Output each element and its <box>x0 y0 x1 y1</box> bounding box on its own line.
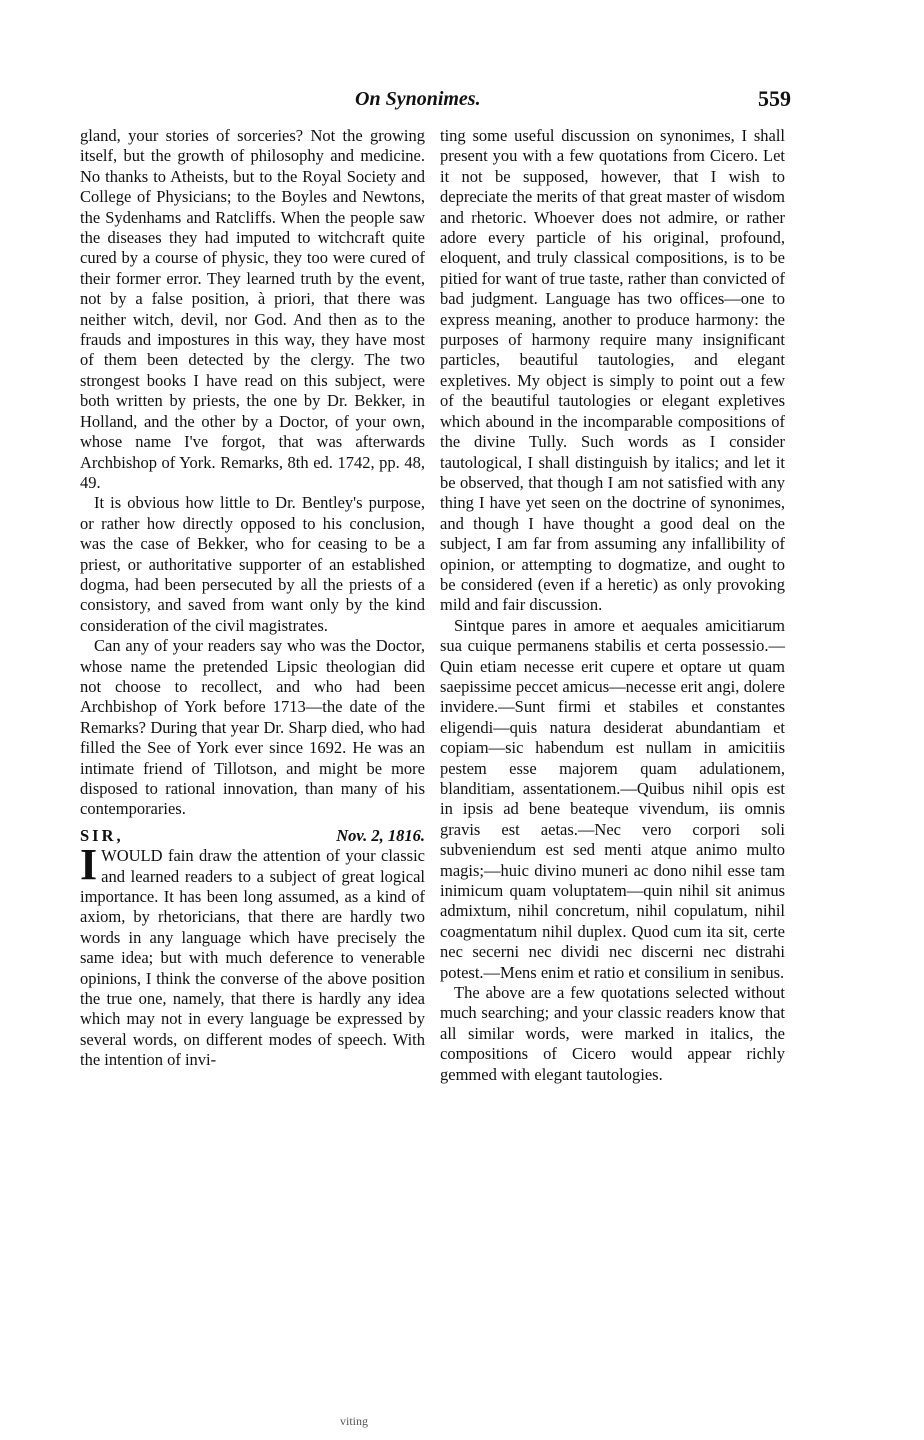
right-paragraph-3: The above are a few quotations selected without much searching; and your classic readers know that all similar words, were marked in italics, the compositions of Cicero would appear richly gemmed with elegant tautologies. <box>440 983 785 1084</box>
right-column <box>440 126 785 1085</box>
drop-cap: I <box>80 840 98 890</box>
letter-salutation: SIR, <box>80 825 124 845</box>
right-paragraph-1: ting some useful discussion on synonimes, I shall present you with a few quotations from Cicero. Let it not be supposed, however, that I wish to depreciate the merits of that great master of wisdom and rhetoric. Whoever does not admire, or rather adore every particle of his original, profound, eloquent, and truly classical compositions, is to be pitied for want of true taste, rather than convicted of bad judgment. Language has two offices—one to express meaning, another to produce harmony: the purposes of harmony require many insignificant particles, beautiful tautologies, and elegant expletives. My object is simply to point out a few of the beautiful tautologies or elegant expletives which abound in the incomparable compositions of the divine Tully. Such words as I consider tautological, I shall distinguish by italics; and let it be observed, that though I am not satisfied with any thing I have yet seen on the doctrine of synonimes, and though I have thought a good deal on the subject, I am far from assuming any infallibility of opinion, or attempting to dogmatize, and ought to be considered (even if a heretic) as only provoking mild and fair discussion. <box>440 126 785 615</box>
left-paragraph-1: gland, your stories of sorceries? Not the growing itself, but the growth of philosophy and medicine. No thanks to Atheists, but to the Royal Society and College of Physicians; to the Boyles and Newtons, the Sydenhams and Ratcliffs. When the people saw the diseases they had imputed to witchcraft quite cured by a course of physic, they too were cured of their former error. They learned truth by the event, not by a false position, à priori, that there was neither witch, devil, nor God. And then as to the frauds and impostures in this way, they have most of them been detected by the clergy. The two strongest books I have read on this subject, were both written by priests, the one by Dr. Bekker, in Holland, and the other by a Doctor, of your own, whose name I've forgot, that was afterwards Archbishop of York. Remarks, 8th ed. 1742, pp. 48, 49. <box>80 126 425 492</box>
running-title: On Synonimes. <box>355 88 481 110</box>
catchword: viting <box>340 1414 369 1428</box>
left-paragraph-4 <box>80 840 425 1070</box>
right-paragraph-2: Sintque pares in amore et aequales amicitiarum sua cuique permanens stabilis et certa possessio.—Quin etiam necesse erit cupere et optare ut quam saepissime peccet amicus—necesse erit angi, dolere invidere.—Sunt firmi et stabiles et constantes eligendi—quis natura desiderat abundantiam et copiam—sic habendum est nullam in amicitiis pestem esse majorem quam adulationem, blanditiam, assentationem.—Quibus nihil opis est in ipsis ad bene beateque vivendum, iis omnis gravis est aetas.—Nec vero corpori soli subveniendum est sed menti atque animo multo magis;—huic divino muneri ac dono nihil esse tam inimicum quam voluptatem—quin nihil sit animus admixtum, nihil concretum, nihil copulatum, nihil coagmentatum nihil duplex. Quod cum ita sit, certe nec secerni nec dividi nec discerni nec distrahi potest.—Mens enim et ratio et consilium in senibus. <box>440 615 785 982</box>
letter-heading <box>80 826 425 846</box>
left-column <box>80 126 425 1071</box>
page-header <box>0 88 924 118</box>
letter-body: WOULD fain draw the attention of your classic and learned readers to a subject of great logical importance. It has been long assumed, as a kind of axiom, by rhetoricians, that there are hardly two words in any language which have precisely the same idea; but with much deference to venerable opinions, I think the converse of the above position the true one, namely, that there is hardly any idea which may not in every language be expressed by several words, on different modes of speech. With the intention of invi- <box>80 846 425 1070</box>
left-paragraph-3: Can any of your readers say who was the Doctor, whose name the pretended Lipsic theologian did not choose to recollect, and who had been Archbishop of York before 1713—the date of the Remarks? During that year Dr. Sharp died, who had filled the See of York ever since 1692. He was an intimate friend of Tillotson, and might be more disposed to rational innovation, than many of his contemporaries. <box>80 636 425 819</box>
left-paragraph-2: It is obvious how little to Dr. Bentley's purpose, or rather how directly opposed to his conclusion, was the case of Bekker, who for ceasing to be a priest, or authoritative supporter of an established dogma, had been persecuted by all the priests of a consistory, and saved from want only by the kind consideration of the civil magistrates. <box>80 493 425 635</box>
page-number: 559 <box>758 86 791 111</box>
letter-date: Nov. 2, 1816. <box>336 825 425 845</box>
